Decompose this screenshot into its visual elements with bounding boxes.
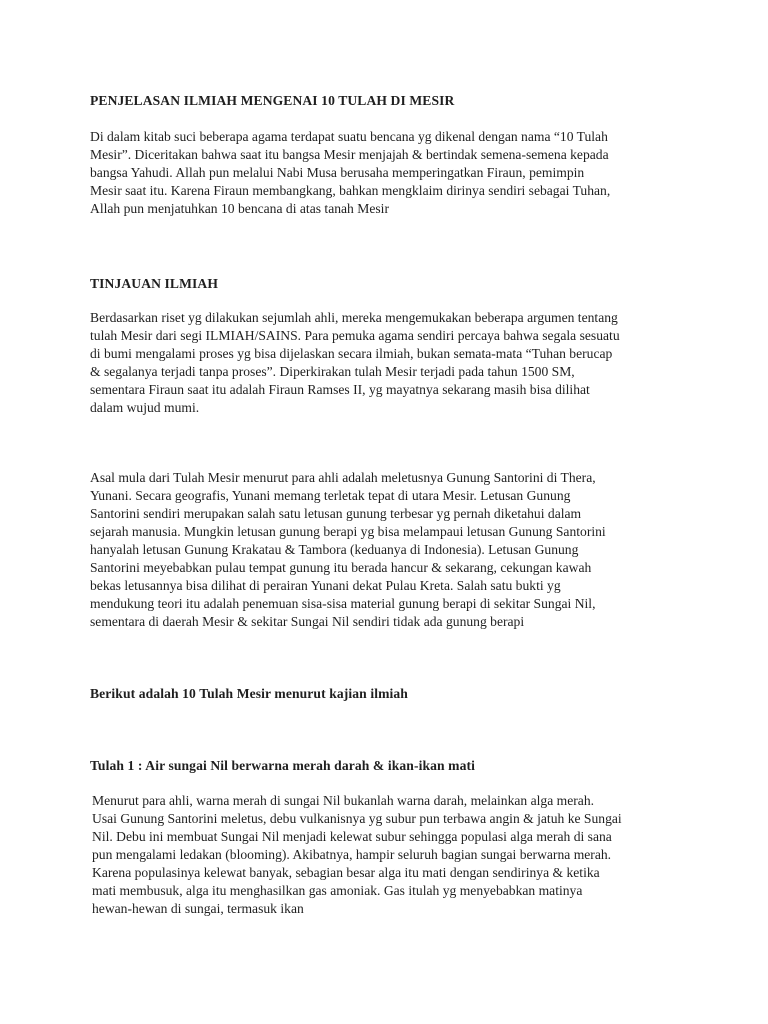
tinjauan-line: & segalanya terjadi tanpa proses”. Diperkirakan tulah Mesir terjadi pada tahun 1500 SM,	[90, 364, 575, 379]
asal-line: Yunani. Secara geografis, Yunani memang terletak tepat di utara Mesir. Letusan Gunung	[90, 488, 571, 503]
intro-line: Mesir”. Diceritakan bahwa saat itu bangsa Mesir menjajah & bertindak semena-semena kepada	[90, 147, 609, 162]
asal-line: Santorini sendiri merupakan salah satu letusan gunung terbesar yg pernah diketahui dalam	[90, 506, 582, 521]
document-title: PENJELASAN ILMIAH MENGENAI 10 TULAH DI MESIR	[90, 93, 455, 108]
tulah1-line: pun mengalami ledakan (blooming). Akibatnya, hampir seluruh bagian sungai berwarna merah.	[92, 847, 612, 862]
tinjauan-line: dalam wujud mumi.	[90, 400, 200, 415]
tulah1-line: Usai Gunung Santorini meletus, debu vulkanisnya yg subur pun terbawa angin & jatuh ke Sungai	[92, 811, 622, 826]
intro-paragraph	[90, 128, 690, 218]
intro-line: Allah pun menjatuhkan 10 bencana di atas tanah Mesir	[90, 201, 389, 216]
asal-line: Santorini meyebabkan pulau tempat gunung itu berada hancur & sekarang, cekungan kawah	[90, 560, 592, 575]
asal-mula-paragraph	[90, 469, 690, 631]
tulah1-line: mati membusuk, alga itu menghasilkan gas amoniak. Gas itulah yg menyebabkan matinya	[92, 883, 583, 898]
section-heading-tulah-1: Tulah 1 : Air sungai Nil berwarna merah darah & ikan-ikan mati	[90, 758, 475, 773]
asal-line: sementara di daerah Mesir & sekitar Sungai Nil sendiri tidak ada gunung berapi	[90, 614, 525, 629]
section-heading-berikut: Berikut adalah 10 Tulah Mesir menurut kajian ilmiah	[90, 686, 408, 701]
tulah1-line: Karena populasinya kelewat banyak, sebagian besar alga itu mati dengan sendirinya & ketika	[92, 865, 600, 880]
tinjauan-line: Berdasarkan riset yg dilakukan sejumlah ahli, mereka mengemukakan beberapa argumen tentang	[90, 310, 618, 325]
intro-line: Mesir saat itu. Karena Firaun membangkang, bahkan mengklaim dirinya sendiri sebagai Tuhan,	[90, 183, 611, 198]
asal-line: Asal mula dari Tulah Mesir menurut para ahli adalah meletusnya Gunung Santorini di Thera,	[90, 470, 596, 485]
tulah1-line: Nil. Debu ini membuat Sungai Nil menjadi kelewat subur sehingga populasi alga merah di sana	[92, 829, 612, 844]
tulah1-line: hewan-hewan di sungai, termasuk ikan	[92, 901, 304, 916]
tinjauan-line: sementara Firaun saat itu adalah Firaun Ramses II, yg mayatnya sekarang masih bisa dilihat	[90, 382, 590, 397]
tulah-1-paragraph	[92, 792, 692, 918]
asal-line: sejarah manusia. Mungkin letusan gunung berapi yg bisa melampaui letusan Gunung Santorini	[90, 524, 606, 539]
tinjauan-paragraph	[90, 309, 690, 417]
tinjauan-line: di bumi mengalami proses yg bisa dijelaskan secara ilmiah, bukan semata-mata “Tuhan berucap	[90, 346, 613, 361]
tulah1-line: Menurut para ahli, warna merah di sungai Nil bukanlah warna darah, melainkan alga merah.	[92, 793, 595, 808]
asal-line: mendukung teori itu adalah penemuan sisa-sisa material gunung berapi di sekitar Sungai Nil,	[90, 596, 596, 611]
section-heading-tinjauan: TINJAUAN ILMIAH	[90, 276, 219, 291]
intro-line: bangsa Yahudi. Allah pun melalui Nabi Musa berusaha memperingatkan Firaun, pemimpin	[90, 165, 585, 180]
tinjauan-line: tulah Mesir dari segi ILMIAH/SAINS. Para pemuka agama sendiri percaya bahwa segala sesuatu	[90, 328, 620, 343]
asal-line: bekas letusannya bisa dilihat di perairan Yunani dekat Pulau Kreta. Salah satu bukti yg	[90, 578, 561, 593]
asal-line: hanyalah letusan Gunung Krakatau & Tambora (keduanya di Indonesia). Letusan Gunung	[90, 542, 579, 557]
intro-line: Di dalam kitab suci beberapa agama terdapat suatu bencana yg dikenal dengan nama “10 Tulah	[90, 129, 608, 144]
